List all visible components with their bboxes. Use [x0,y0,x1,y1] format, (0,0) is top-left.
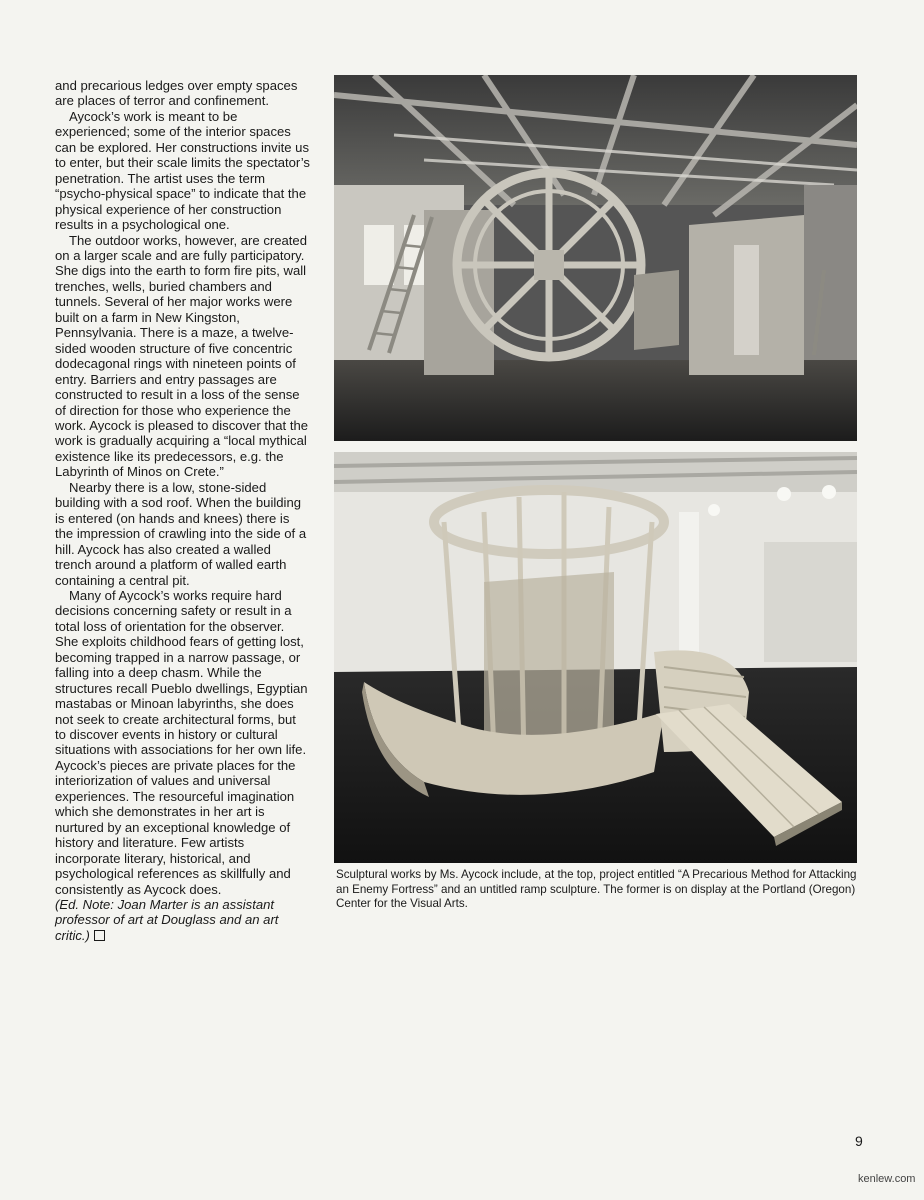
article-paragraph-1: and precarious ledges over empty spaces are places of terror and confinement. [55,78,298,109]
article-paragraph-5: Many of Aycock’s works require hard decisions concerning safety or result in a total loss of orientation for the observer. She exploits childhood fears of getting lost, becoming trapped in a narrow passage, or falling into a deep chasm. While the structures recall Pueblo dwellings, Egyptian mastabas or Minoan labyrinths, she does not seek to create architectural forms, but to discover events in history or cultural situations with associations for her own life. Aycock’s pieces are private places for the interiorization of values and universal experiences. The resourceful imagination which she demonstrates in her art is nurtured by an exceptional knowledge of history and literature. Few artists incorporate literary, historical, and psychological references as skillfully and consistently as Aycock does. [55,587,308,897]
editor-note-paragraph [55,897,310,943]
article-paragraph-2: Aycock’s work is meant to be experienced; some of the interior spaces can be explored. Her constructions invite us to enter, but their scale limits the spectator’s penetration. The artist uses the term “psycho-physical space” to indicate that the physical experience of her construction results in a psychological one. [55,108,310,233]
photo-caption: Sculptural works by Ms. Aycock include, at the top, project entitled “A Precarious Method for Attacking an Enemy Fortress” and an untitled ramp sculpture. The former is on display at the Portland (Oregon) Center for the Visual Arts. [336,868,857,911]
photo-ramp-sculpture [334,452,857,863]
editor-note: (Ed. Note: Joan Marter is an assistant professor of art at Douglass and an art critic.) [55,897,279,943]
watermark-text: kenlew.com [858,1173,916,1185]
page-number: 9 [855,1133,863,1149]
article-paragraph-4: Nearby there is a low, stone-sided building with a sod roof. When the building is entered (on hands and knees) there is the impression of crawling into the side of a hill. Aycock has also created a walled trench around a platform of walled earth containing a central pit. [55,479,307,588]
article-paragraph-3: The outdoor works, however, are created on a larger scale and are fully participatory. She digs into the earth to form fire pits, wall trenches, wells, buried chambers and tunnels. Several of her major works were built on a farm in New Kingston, Pennsylvania. There is a maze, a twelve-sided wooden structure of five concentric dodecagonal rings with nineteen points of entry. Barriers and entry passages are constructed to result in a loss of the sense of direction for those who experience the work. Aycock is pleased to discover that the work is gradually acquiring a “local mythical existence like its predecessors, e.g. the Labyrinth of Minos on Crete.” [55,232,309,480]
article-column [55,78,310,943]
end-mark-icon [94,930,105,941]
photo-precarious-method [334,75,857,441]
